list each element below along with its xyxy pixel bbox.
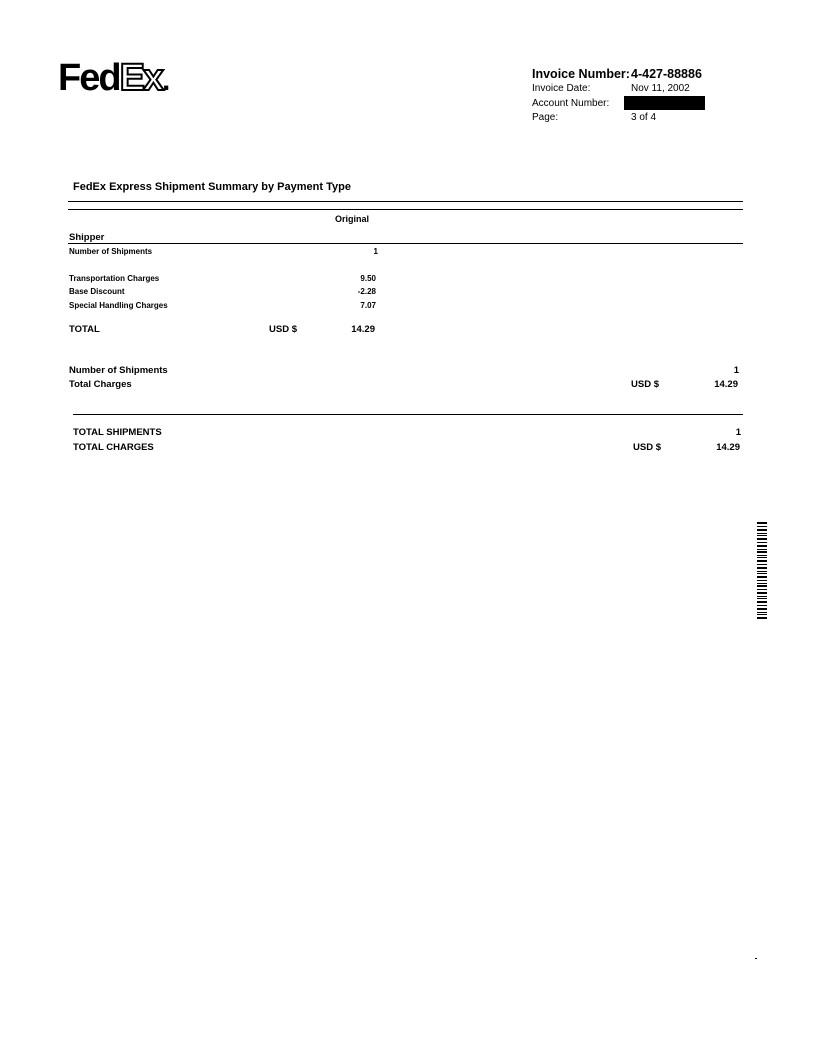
grand-shipments-value: 1 (735, 427, 741, 438)
row-value: 1 (373, 247, 378, 256)
group-charges-currency: USD $ (631, 379, 659, 390)
grand-totals-rule (73, 414, 743, 415)
invoice-number-label: Invoice Number: (532, 67, 630, 81)
grand-charges-value: 14.29 (716, 442, 740, 453)
invoice-date-label: Invoice Date: (532, 83, 591, 94)
account-number-redaction (624, 96, 705, 110)
group-shipper-label: Shipper (69, 232, 105, 243)
group-shipments-value: 1 (733, 365, 739, 376)
grand-charges-currency: USD $ (633, 442, 661, 453)
grand-shipments-label: TOTAL SHIPMENTS (73, 427, 162, 438)
account-number-label: Account Number: (532, 98, 610, 109)
summary-second-rule (68, 209, 743, 210)
total-currency: USD $ (269, 324, 297, 335)
total-label: TOTAL (69, 324, 100, 335)
row-value: 9.50 (360, 274, 376, 283)
row-label: Number of Shipments (69, 247, 153, 256)
group-charges-label: Total Charges (69, 379, 132, 390)
total-value: 14.29 (351, 324, 375, 335)
page-number: 3 of 4 (631, 112, 657, 123)
logo-dot: . (162, 64, 169, 97)
row-value: 7.07 (360, 301, 376, 310)
row-label: Special Handling Charges (69, 301, 168, 310)
row-label: Base Discount (69, 287, 125, 296)
summary-top-rule (68, 201, 743, 202)
logo-fed-text: Fed (58, 57, 120, 99)
group-shipments-label: Number of Shipments (69, 365, 168, 376)
page-dot-mark (755, 958, 757, 959)
page-label: Page: (532, 112, 559, 123)
group-charges-value: 14.29 (714, 379, 738, 390)
summary-title: FedEx Express Shipment Summary by Payment Type (73, 181, 351, 193)
invoice-date: Nov 11, 2002 (631, 83, 690, 94)
logo-ex-text: Ex (119, 57, 163, 99)
shipper-underline (68, 243, 743, 244)
row-value: -2.28 (357, 287, 376, 296)
column-header-original: Original (335, 214, 370, 224)
barcode-image (757, 522, 767, 620)
invoice-number: 4-427-88886 (631, 67, 702, 81)
grand-charges-label: TOTAL CHARGES (73, 442, 154, 453)
fedex-logo (58, 58, 168, 101)
row-label: Transportation Charges (69, 274, 160, 283)
